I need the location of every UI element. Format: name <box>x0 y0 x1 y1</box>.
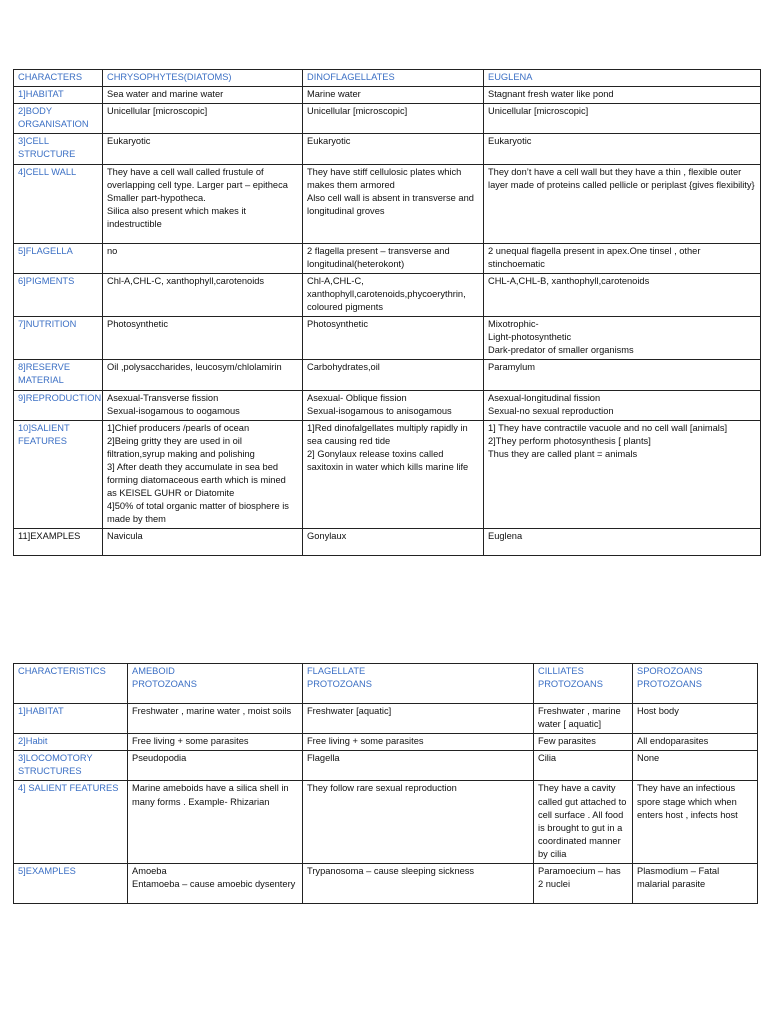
row-label: 5]EXAMPLES <box>14 864 128 904</box>
table-cell: Eukaryotic <box>103 134 303 164</box>
header-cell: EUGLENA <box>484 70 761 87</box>
table-row <box>14 751 758 781</box>
table-row <box>14 704 758 734</box>
header-cell: CHRYSOPHYTES(DIATOMS) <box>103 70 303 87</box>
row-label: 4]CELL WALL <box>14 164 103 243</box>
protozoa-comparison-table <box>13 663 758 904</box>
table-cell: 1] They have contractile vacuole and no cell wall [animals] 2]They perform photosynthesis [ plants] Thus they are called plant = animals <box>484 420 761 529</box>
table-cell: Carbohydrates,oil <box>303 360 484 390</box>
table-cell: 1]Red dinofalgellates multiply rapidly in sea causing red tide 2] Gonylaux release toxins called saxitoxin in water which kills marine life <box>303 420 484 529</box>
table-cell: Oil ,polysaccharides, leucosym/chlolamirin <box>103 360 303 390</box>
table-row <box>14 273 761 316</box>
table-cell: Unicellular [microscopic] <box>303 104 484 134</box>
table-cell: Eukaryotic <box>484 134 761 164</box>
table-cell: Pseudopodia <box>128 751 303 781</box>
table-cell: Chl-A,CHL-C, xanthophyll,carotenoids,phycoerythrin, coloured pigments <box>303 273 484 316</box>
table-row <box>14 317 761 360</box>
table-cell: Asexual-longitudinal fission Sexual-no sexual reproduction <box>484 390 761 420</box>
header-cell: CHARACTERISTICS <box>14 664 128 704</box>
table-cell: Gonylaux <box>303 529 484 556</box>
table-cell: Freshwater [aquatic] <box>303 704 534 734</box>
table-cell: Few parasites <box>534 734 633 751</box>
table-cell: Asexual- Oblique fission Sexual-isogamous to anisogamous <box>303 390 484 420</box>
table-cell: 2 flagella present – transverse and longitudinal(heterokont) <box>303 243 484 273</box>
table-row <box>14 164 761 243</box>
table-row <box>14 87 761 104</box>
header-cell: FLAGELLATE PROTOZOANS <box>303 664 534 704</box>
header-cell: CILLIATES PROTOZOANS <box>534 664 633 704</box>
table-cell: Eukaryotic <box>303 134 484 164</box>
table-cell: They have a cavity called gut attached to cell surface . All food is brought to gut in a coordinated manner by cilia <box>534 781 633 864</box>
row-label: 8]RESERVE MATERIAL <box>14 360 103 390</box>
table-cell: Plasmodium – Fatal malarial parasite <box>633 864 758 904</box>
row-label: 9]REPRODUCTION <box>14 390 103 420</box>
table-row <box>14 390 761 420</box>
row-label: 5]FLAGELLA <box>14 243 103 273</box>
table-row <box>14 243 761 273</box>
table-cell: 1]Chief producers /pearls of ocean 2]Being gritty they are used in oil filtration,syrup making and polishing 3] After death they accumulate in sea bed forming diatomaceous earth which is mined as KEISEL GUHR or Diatomite 4]50% of total organic matter of biosphere is made by them <box>103 420 303 529</box>
table-cell: Freshwater , marine water [ aquatic] <box>534 704 633 734</box>
table-cell: None <box>633 751 758 781</box>
table-row <box>14 529 761 556</box>
row-label: 3]LOCOMOTORY STRUCTURES <box>14 751 128 781</box>
row-label: 2]BODY ORGANISATION <box>14 104 103 134</box>
header-cell: SPOROZOANS PROTOZOANS <box>633 664 758 704</box>
table-cell: Cilia <box>534 751 633 781</box>
table-cell: Unicellular [microscopic] <box>484 104 761 134</box>
table-cell: no <box>103 243 303 273</box>
table-cell: 2 unequal flagella present in apex.One tinsel , other stinchoematic <box>484 243 761 273</box>
table-row <box>14 134 761 164</box>
table-cell: Paramoecium – has 2 nuclei <box>534 864 633 904</box>
table-cell: Chl-A,CHL-C, xanthophyll,carotenoids <box>103 273 303 316</box>
header-cell: DINOFLAGELLATES <box>303 70 484 87</box>
row-label: 7]NUTRITION <box>14 317 103 360</box>
row-label: 6]PIGMENTS <box>14 273 103 316</box>
table-cell: Marine water <box>303 87 484 104</box>
row-label: 11]EXAMPLES <box>14 529 103 556</box>
row-label: 10]SALIENT FEATURES <box>14 420 103 529</box>
table-cell: Navicula <box>103 529 303 556</box>
table-cell: They have stiff cellulosic plates which makes them armored Also cell wall is absent in transverse and longitudinal groves <box>303 164 484 243</box>
row-label: 1]HABITAT <box>14 704 128 734</box>
table-cell: Stagnant fresh water like pond <box>484 87 761 104</box>
table-cell: Asexual-Transverse fission Sexual-isogamous to oogamous <box>103 390 303 420</box>
table-cell: Trypanosoma – cause sleeping sickness <box>303 864 534 904</box>
table-row <box>14 420 761 529</box>
table-cell: Free living + some parasites <box>128 734 303 751</box>
algae-comparison-table <box>13 69 761 556</box>
table-row <box>14 104 761 134</box>
table-header-row <box>14 70 761 87</box>
table-row <box>14 781 758 864</box>
table-cell: Paramylum <box>484 360 761 390</box>
table-cell: Freshwater , marine water , moist soils <box>128 704 303 734</box>
table-cell: Marine ameboids have a silica shell in many forms . Example- Rhizarian <box>128 781 303 864</box>
table-cell: All endoparasites <box>633 734 758 751</box>
table-row <box>14 864 758 904</box>
row-label: 1]HABITAT <box>14 87 103 104</box>
table-row <box>14 360 761 390</box>
table-cell: They follow rare sexual reproduction <box>303 781 534 864</box>
table-cell: CHL-A,CHL-B, xanthophyll,carotenoids <box>484 273 761 316</box>
table-cell: They have a cell wall called frustule of overlapping cell type. Larger part – epitheca Smaller part-hypotheca. Silica also present which makes it indestructible <box>103 164 303 243</box>
table-header-row <box>14 664 758 704</box>
table-cell: Host body <box>633 704 758 734</box>
table-cell: Euglena <box>484 529 761 556</box>
row-label: 3]CELL STRUCTURE <box>14 134 103 164</box>
table-cell: Mixotrophic- Light-photosynthetic Dark-predator of smaller organisms <box>484 317 761 360</box>
table-cell: Flagella <box>303 751 534 781</box>
row-label: 2]Habit <box>14 734 128 751</box>
table-cell: Amoeba Entamoeba – cause amoebic dysentery <box>128 864 303 904</box>
table-cell: Photosynthetic <box>303 317 484 360</box>
header-cell: CHARACTERS <box>14 70 103 87</box>
header-cell: AMEBOID PROTOZOANS <box>128 664 303 704</box>
table-cell: They don’t have a cell wall but they have a thin , flexible outer layer made of proteins called pellicle or periplast {gives flexibility} <box>484 164 761 243</box>
table-cell: Photosynthetic <box>103 317 303 360</box>
row-label: 4] SALIENT FEATURES <box>14 781 128 864</box>
table-cell: Free living + some parasites <box>303 734 534 751</box>
table-cell: Sea water and marine water <box>103 87 303 104</box>
table-cell: They have an infectious spore stage which when enters host , infects host <box>633 781 758 864</box>
table-row <box>14 734 758 751</box>
table-cell: Unicellular [microscopic] <box>103 104 303 134</box>
